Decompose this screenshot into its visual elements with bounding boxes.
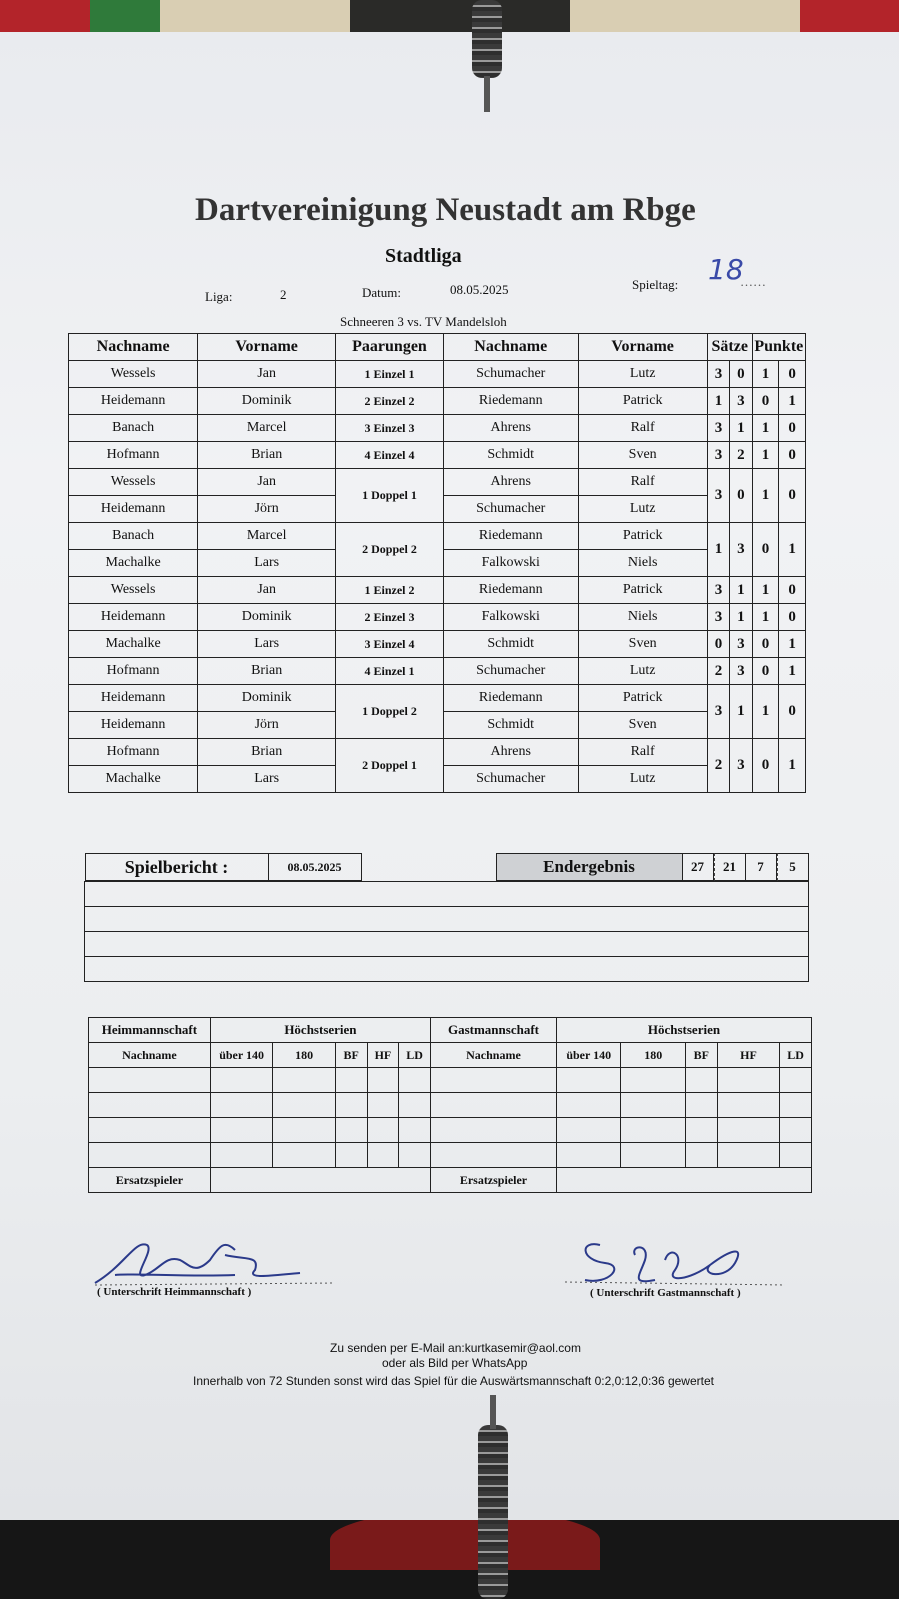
home-lastname: Machalke: [69, 550, 198, 577]
home-lastname: Machalke: [69, 631, 198, 658]
home-lastname: Banach: [69, 415, 198, 442]
col-home-lastname: Nachname: [69, 334, 198, 361]
sets-guest: 0: [730, 469, 752, 523]
report-line: [85, 932, 809, 957]
high-series-cell: [210, 1143, 272, 1168]
high-series-cell: [780, 1093, 812, 1118]
guest-firstname: Lutz: [578, 658, 707, 685]
guest-firstname: Sven: [578, 712, 707, 739]
high-series-cell: [685, 1093, 717, 1118]
guest-lastname: Ahrens: [443, 739, 578, 766]
high-series-cell: [717, 1068, 779, 1093]
home-lastname: Heidemann: [69, 604, 198, 631]
home-firstname: Lars: [198, 631, 336, 658]
pairing: 3 Einzel 3: [336, 415, 444, 442]
points-guest: 0: [779, 604, 806, 631]
spieltag-label: Spieltag:: [632, 277, 679, 292]
home-firstname: Jan: [198, 577, 336, 604]
guest-firstname: Patrick: [578, 577, 707, 604]
high-series-cell: [621, 1093, 686, 1118]
high-series-cell: [89, 1143, 211, 1168]
guest-high-series-header: Höchstserien: [556, 1018, 811, 1043]
points-guest: 0: [779, 415, 806, 442]
dart-bottom-tip: [490, 1395, 496, 1429]
home-col-hf: HF: [367, 1043, 399, 1068]
home-col-over140: über 140: [210, 1043, 272, 1068]
sets-home: 3: [707, 577, 729, 604]
home-firstname: Jan: [198, 469, 336, 496]
pairing: 1 Einzel 2: [336, 577, 444, 604]
guest-firstname: Ralf: [578, 415, 707, 442]
home-high-series-header: Höchstserien: [210, 1018, 430, 1043]
guest-firstname: Patrick: [578, 388, 707, 415]
points-home: 1: [752, 415, 779, 442]
high-series-cell: [556, 1093, 621, 1118]
high-series-cell: [335, 1143, 367, 1168]
guest-col-lastname: Nachname: [431, 1043, 557, 1068]
guest-firstname: Patrick: [578, 523, 707, 550]
table-row: [69, 523, 806, 550]
sets-home: 3: [707, 469, 729, 523]
guest-lastname: Schumacher: [443, 766, 578, 793]
high-series-cell: [367, 1093, 399, 1118]
col-home-firstname: Vorname: [198, 334, 336, 361]
high-series-cell: [273, 1068, 335, 1093]
high-series-cell: [273, 1093, 335, 1118]
home-lastname: Heidemann: [69, 388, 198, 415]
home-lastname: Heidemann: [69, 712, 198, 739]
sets-guest: 3: [730, 658, 752, 685]
points-home: 0: [752, 388, 779, 415]
home-lastname: Banach: [69, 523, 198, 550]
home-team-header: Heimmannschaft: [89, 1018, 211, 1043]
high-series-cell: [431, 1143, 557, 1168]
match-title: Schneeren 3 vs. TV Mandelsloh: [340, 314, 507, 329]
home-lastname: Wessels: [69, 469, 198, 496]
table-row: [69, 469, 806, 496]
report-label: Spielbericht :: [85, 853, 269, 881]
report-line: [85, 957, 809, 982]
report-date: 08.05.2025: [269, 853, 362, 881]
guest-firstname: Lutz: [578, 766, 707, 793]
guest-lastname: Schmidt: [443, 631, 578, 658]
report-table: [84, 853, 809, 982]
home-firstname: Brian: [198, 442, 336, 469]
guest-firstname: Niels: [578, 550, 707, 577]
sets-home: 3: [707, 685, 729, 739]
dart-top: [472, 0, 502, 78]
guest-lastname: Falkowski: [443, 604, 578, 631]
high-series-row: [89, 1118, 812, 1143]
final-points-guest: 5: [777, 853, 809, 881]
sets-guest: 3: [730, 523, 752, 577]
home-firstname: Lars: [198, 766, 336, 793]
final-result-label: Endergebnis: [496, 853, 683, 881]
points-home: 1: [752, 577, 779, 604]
guest-lastname: Riedemann: [443, 685, 578, 712]
high-series-cell: [367, 1118, 399, 1143]
points-home: 0: [752, 631, 779, 658]
points-guest: 1: [779, 631, 806, 658]
sets-home: 3: [707, 604, 729, 631]
high-series-cell: [556, 1068, 621, 1093]
pairing: 1 Einzel 1: [336, 361, 444, 388]
points-home: 0: [752, 739, 779, 793]
home-col-lastname: Nachname: [89, 1043, 211, 1068]
guest-lastname: Riedemann: [443, 523, 578, 550]
pairing: 2 Doppel 2: [336, 523, 444, 577]
home-col-ld: LD: [399, 1043, 431, 1068]
home-firstname: Brian: [198, 658, 336, 685]
footer-email: Zu senden per E-Mail an:kurtkasemir@aol.com: [330, 1341, 581, 1355]
table-row: [69, 604, 806, 631]
home-firstname: Marcel: [198, 415, 336, 442]
report-line: [85, 907, 809, 932]
guest-col-ld: LD: [780, 1043, 812, 1068]
col-points: Punkte: [752, 334, 805, 361]
guest-lastname: Schumacher: [443, 496, 578, 523]
sets-guest: 1: [730, 685, 752, 739]
spieltag-dots: ……: [740, 274, 766, 289]
high-series-cell: [431, 1068, 557, 1093]
guest-substitute-cell: [556, 1168, 811, 1193]
high-series-cell: [89, 1093, 211, 1118]
guest-firstname: Sven: [578, 631, 707, 658]
sets-home: 1: [707, 388, 729, 415]
home-lastname: Heidemann: [69, 685, 198, 712]
high-series-row: [89, 1143, 812, 1168]
spieltag-value: 18: [708, 253, 744, 286]
high-series-row: [89, 1093, 812, 1118]
pairing: 1 Doppel 2: [336, 685, 444, 739]
table-row: [69, 631, 806, 658]
home-firstname: Dominik: [198, 604, 336, 631]
col-pairings: Paarungen: [336, 334, 444, 361]
guest-firstname: Lutz: [578, 496, 707, 523]
high-series-cell: [210, 1068, 272, 1093]
high-series-cell: [780, 1068, 812, 1093]
high-series-cell: [335, 1068, 367, 1093]
sets-home: 3: [707, 361, 729, 388]
table-row: [69, 685, 806, 712]
guest-lastname: Ahrens: [443, 469, 578, 496]
home-firstname: Brian: [198, 739, 336, 766]
liga-value: 2: [280, 287, 287, 302]
liga-label: Liga:: [205, 289, 233, 304]
guest-col-hf: HF: [717, 1043, 779, 1068]
sets-home: 0: [707, 631, 729, 658]
home-lastname: Hofmann: [69, 658, 198, 685]
high-series-cell: [717, 1118, 779, 1143]
points-home: 1: [752, 685, 779, 739]
high-series-cell: [367, 1068, 399, 1093]
pairing: 4 Einzel 1: [336, 658, 444, 685]
high-series-cell: [335, 1093, 367, 1118]
high-series-cell: [399, 1143, 431, 1168]
points-guest: 0: [779, 469, 806, 523]
pairing: 3 Einzel 4: [336, 631, 444, 658]
pairing: 2 Einzel 3: [336, 604, 444, 631]
high-series-cell: [717, 1093, 779, 1118]
high-series-cell: [399, 1118, 431, 1143]
points-guest: 0: [779, 442, 806, 469]
points-home: 1: [752, 442, 779, 469]
high-series-table: [88, 1017, 812, 1193]
sets-home: 2: [707, 739, 729, 793]
sets-guest: 3: [730, 739, 752, 793]
guest-col-bf: BF: [685, 1043, 717, 1068]
guest-team-header: Gastmannschaft: [431, 1018, 557, 1043]
match-table: [68, 333, 806, 793]
points-home: 1: [752, 469, 779, 523]
points-home: 1: [752, 604, 779, 631]
guest-signature-caption: ( Unterschrift Gastmannschaft ): [590, 1287, 741, 1299]
points-guest: 1: [779, 658, 806, 685]
guest-lastname: Schmidt: [443, 712, 578, 739]
final-sets-guest: 21: [714, 853, 746, 881]
guest-firstname: Niels: [578, 604, 707, 631]
points-guest: 0: [779, 577, 806, 604]
page-title: Dartvereinigung Neustadt am Rbge: [195, 192, 696, 228]
sets-guest: 1: [730, 604, 752, 631]
guest-lastname: Ahrens: [443, 415, 578, 442]
home-firstname: Jan: [198, 361, 336, 388]
guest-lastname: Schumacher: [443, 361, 578, 388]
home-firstname: Jörn: [198, 496, 336, 523]
table-row: [69, 442, 806, 469]
high-series-cell: [210, 1093, 272, 1118]
footer-whatsapp: oder als Bild per WhatsApp: [382, 1356, 528, 1370]
dart-top-tip: [484, 76, 490, 112]
sets-guest: 2: [730, 442, 752, 469]
sets-guest: 0: [730, 361, 752, 388]
final-sets-home: 27: [683, 853, 714, 881]
home-lastname: Hofmann: [69, 442, 198, 469]
home-lastname: Heidemann: [69, 496, 198, 523]
col-guest-lastname: Nachname: [443, 334, 578, 361]
report-line: [85, 882, 809, 907]
table-row: [69, 361, 806, 388]
sets-guest: 1: [730, 577, 752, 604]
final-points-home: 7: [746, 853, 777, 881]
pairing: 1 Doppel 1: [336, 469, 444, 523]
high-series-cell: [399, 1093, 431, 1118]
points-guest: 0: [779, 685, 806, 739]
home-firstname: Lars: [198, 550, 336, 577]
high-series-cell: [780, 1143, 812, 1168]
high-series-cell: [685, 1068, 717, 1093]
guest-lastname: Riedemann: [443, 577, 578, 604]
sets-guest: 1: [730, 415, 752, 442]
high-series-cell: [89, 1068, 211, 1093]
high-series-cell: [556, 1118, 621, 1143]
high-series-cell: [210, 1118, 272, 1143]
sets-guest: 3: [730, 631, 752, 658]
sets-home: 3: [707, 442, 729, 469]
pairing: 4 Einzel 4: [336, 442, 444, 469]
guest-substitute-label: Ersatzspieler: [431, 1168, 557, 1193]
points-guest: 1: [779, 388, 806, 415]
home-firstname: Jörn: [198, 712, 336, 739]
high-series-cell: [685, 1118, 717, 1143]
sets-home: 2: [707, 658, 729, 685]
col-sets: Sätze: [707, 334, 752, 361]
guest-firstname: Lutz: [578, 361, 707, 388]
home-lastname: Machalke: [69, 766, 198, 793]
high-series-cell: [621, 1118, 686, 1143]
table-row: [69, 739, 806, 766]
home-col-180: 180: [273, 1043, 335, 1068]
home-signature: [85, 1225, 345, 1295]
guest-firstname: Sven: [578, 442, 707, 469]
high-series-cell: [621, 1068, 686, 1093]
points-home: 1: [752, 361, 779, 388]
home-lastname: Wessels: [69, 361, 198, 388]
points-guest: 1: [779, 739, 806, 793]
sets-home: 3: [707, 415, 729, 442]
guest-firstname: Ralf: [578, 739, 707, 766]
high-series-cell: [335, 1118, 367, 1143]
home-signature-caption: ( Unterschrift Heimmannschaft ): [97, 1286, 252, 1298]
high-series-cell: [621, 1143, 686, 1168]
points-home: 0: [752, 523, 779, 577]
pairing: 2 Einzel 2: [336, 388, 444, 415]
sets-guest: 3: [730, 388, 752, 415]
points-home: 0: [752, 658, 779, 685]
home-firstname: Marcel: [198, 523, 336, 550]
table-row: [69, 415, 806, 442]
high-series-cell: [685, 1143, 717, 1168]
pairing: 2 Doppel 1: [336, 739, 444, 793]
guest-lastname: Riedemann: [443, 388, 578, 415]
high-series-cell: [431, 1093, 557, 1118]
points-guest: 1: [779, 523, 806, 577]
high-series-cell: [89, 1118, 211, 1143]
sets-home: 1: [707, 523, 729, 577]
high-series-cell: [273, 1118, 335, 1143]
home-substitute-cell: [210, 1168, 430, 1193]
high-series-cell: [367, 1143, 399, 1168]
guest-col-180: 180: [621, 1043, 686, 1068]
table-row: [69, 577, 806, 604]
home-substitute-label: Ersatzspieler: [89, 1168, 211, 1193]
high-series-cell: [717, 1143, 779, 1168]
datum-value: 08.05.2025: [450, 282, 509, 297]
home-lastname: Hofmann: [69, 739, 198, 766]
home-firstname: Dominik: [198, 388, 336, 415]
home-lastname: Wessels: [69, 577, 198, 604]
guest-lastname: Schmidt: [443, 442, 578, 469]
dart-bottom: [478, 1425, 508, 1599]
guest-firstname: Patrick: [578, 685, 707, 712]
home-firstname: Dominik: [198, 685, 336, 712]
home-col-bf: BF: [335, 1043, 367, 1068]
guest-lastname: Falkowski: [443, 550, 578, 577]
footer-deadline: Innerhalb von 72 Stunden sonst wird das Spiel für die Auswärtsmannschaft 0:2,0:12,0:36 gewertet: [193, 1374, 714, 1388]
high-series-cell: [399, 1068, 431, 1093]
table-row: [69, 658, 806, 685]
high-series-row: [89, 1068, 812, 1093]
guest-firstname: Ralf: [578, 469, 707, 496]
league-name: Stadtliga: [385, 245, 462, 267]
high-series-cell: [431, 1118, 557, 1143]
datum-label: Datum:: [362, 285, 401, 300]
high-series-cell: [780, 1118, 812, 1143]
high-series-cell: [556, 1143, 621, 1168]
guest-signature: [560, 1225, 790, 1295]
guest-col-over140: über 140: [556, 1043, 621, 1068]
guest-lastname: Schumacher: [443, 658, 578, 685]
col-guest-firstname: Vorname: [578, 334, 707, 361]
table-row: [69, 388, 806, 415]
high-series-cell: [273, 1143, 335, 1168]
points-guest: 0: [779, 361, 806, 388]
